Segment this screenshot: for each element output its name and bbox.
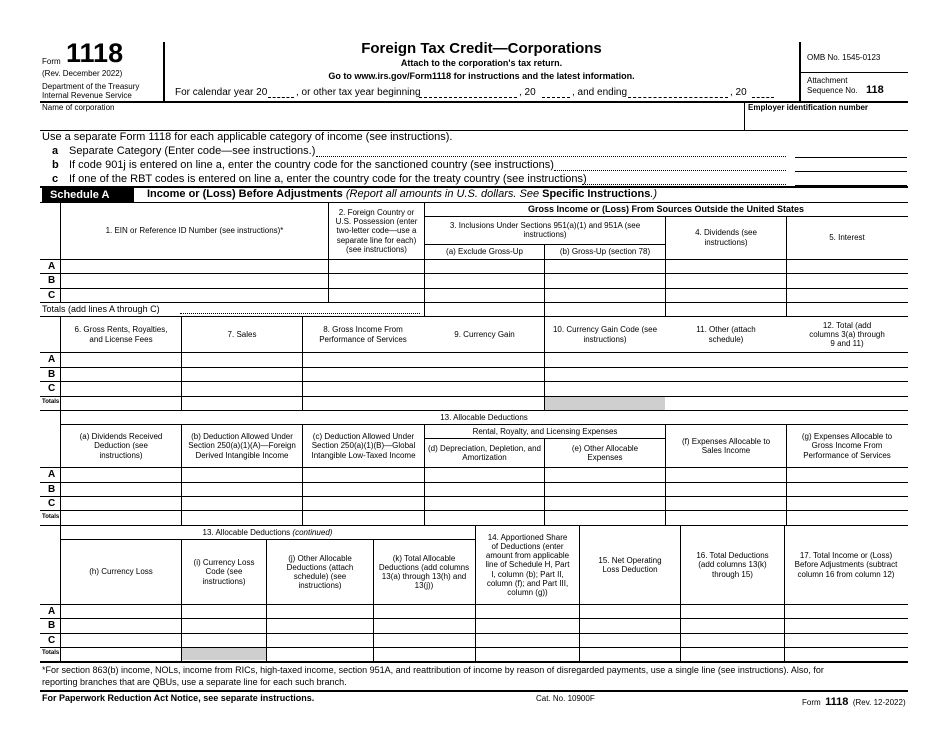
entry-cell[interactable]: [681, 605, 784, 618]
entry-cell[interactable]: [182, 634, 266, 647]
corporation-name-label: Name of corporation: [42, 103, 115, 112]
continued-label: (continued): [292, 527, 333, 537]
row-b-label: B: [48, 369, 56, 380]
entry-cell[interactable]: [545, 260, 665, 273]
entry-cell[interactable]: [785, 619, 906, 633]
line-b-field[interactable]: [795, 171, 907, 172]
col-13j-header: (j) Other Allocable Deductions (attach schedule) (see instructions): [286, 553, 354, 591]
col-1-header: 1. EIN or Reference ID Number (see instructions)*: [105, 226, 284, 236]
line-b-label: If code 901j is entered on line a, enter the country code for the sanctioned country (see instructions): [69, 159, 554, 171]
allocable-deductions-continued-header: [61, 526, 474, 539]
begin-year-field[interactable]: [542, 97, 570, 98]
entry-cell[interactable]: [329, 289, 424, 302]
col-13e-header: (e) Other Allocable Expenses: [571, 443, 639, 462]
entry-cell[interactable]: [425, 468, 544, 482]
entry-cell[interactable]: [182, 605, 266, 618]
sequence-label: Sequence No.: [807, 86, 858, 95]
col-13a-header: (a) Dividends Received Deduction (see instructions): [79, 432, 163, 460]
col-13h-header: (h) Currency Loss: [89, 567, 153, 577]
col-16-header: 16. Total Deductions (add columns 13(k) through 15): [696, 551, 769, 579]
entry-cell[interactable]: [303, 368, 424, 381]
entry-cell[interactable]: [666, 382, 786, 396]
footer-form-number: 1118: [825, 696, 849, 708]
attach-instruction: Attach to the corporation's tax return.: [400, 58, 563, 68]
sequence-number: 118: [866, 84, 884, 96]
footer-form-word: Form: [802, 698, 821, 707]
paperwork-notice: For Paperwork Reduction Act Notice, see separate instructions.: [42, 693, 315, 703]
row-c-label: C: [48, 498, 56, 509]
entry-cell[interactable]: [785, 634, 906, 647]
entry-cell[interactable]: [267, 605, 373, 618]
row-b-label: B: [48, 620, 56, 631]
totals-label: Totals: [42, 650, 60, 656]
entry-cell[interactable]: [61, 353, 181, 367]
shaded-cell: [182, 647, 266, 660]
schedule-a-title: [147, 188, 657, 200]
line-a-field[interactable]: [795, 157, 907, 158]
entry-cell[interactable]: [545, 353, 665, 367]
footnote-line-2: reporting branches that are QBUs, use a separate line for each such branch.: [42, 677, 347, 687]
entry-cell[interactable]: [787, 260, 906, 273]
entry-cell[interactable]: [61, 468, 181, 482]
specific-instructions: Specific Instructions: [542, 188, 651, 200]
row-a-label: A: [48, 469, 56, 480]
entry-cell[interactable]: [666, 274, 786, 288]
entry-cell[interactable]: [545, 274, 665, 288]
col-13f-header: (f) Expenses Allocable to Sales Income: [681, 436, 771, 455]
col-13k-header: (k) Total Allocable Deductions (add columns 13(a) through 13(h) and 13(j)): [378, 553, 470, 591]
entry-cell[interactable]: [374, 634, 475, 647]
entry-cell[interactable]: [374, 619, 475, 633]
entry-cell[interactable]: [425, 289, 544, 302]
schedule-a-subtitle: (Report all amounts in U.S. dollars. See: [345, 188, 540, 200]
tax-year-begin-field[interactable]: [419, 97, 517, 98]
omb-number: OMB No. 1545-0123: [807, 53, 881, 62]
allocable-deductions-header: 13. Allocable Deductions: [440, 412, 528, 422]
entry-cell[interactable]: [787, 497, 906, 510]
entry-cell[interactable]: [787, 468, 906, 482]
form-word: Form: [42, 57, 61, 66]
entry-cell[interactable]: [61, 497, 181, 510]
col-13g-header: (g) Expenses Allocable to Gross Income From Performance of Services: [801, 432, 893, 460]
col-8-header: 8. Gross Income From Performance of Services: [319, 325, 407, 344]
entry-cell[interactable]: [545, 382, 665, 396]
col-4-header: 4. Dividends (see instructions): [695, 228, 757, 247]
line-c-letter: c: [52, 173, 59, 185]
entry-cell[interactable]: [425, 368, 544, 381]
entry-cell[interactable]: [666, 468, 786, 482]
entry-cell[interactable]: [425, 353, 544, 367]
entry-cell[interactable]: [61, 483, 181, 496]
entry-cell[interactable]: [267, 634, 373, 647]
intro-line: Use a separate Form 1118 for each applicable category of income (see instructions).: [42, 131, 453, 143]
tax-year-beginning-label: , or other tax year beginning: [296, 87, 421, 98]
entry-cell[interactable]: [61, 260, 328, 273]
shaded-cell: [545, 396, 665, 410]
entry-cell[interactable]: [476, 605, 579, 618]
col-9-header: 9. Currency Gain: [454, 329, 515, 339]
entry-cell[interactable]: [681, 634, 784, 647]
entry-cell[interactable]: [61, 382, 181, 396]
row-a-label: A: [48, 606, 56, 617]
ein-field[interactable]: [746, 113, 906, 129]
department: Department of the Treasury: [42, 82, 140, 91]
entry-cell[interactable]: [425, 382, 544, 396]
col-13c-header: (c) Deduction Allowed Under Section 250(a)(1)(B)—Global Intangible Low-Taxed Income: [311, 432, 416, 460]
entry-cell[interactable]: [329, 274, 424, 288]
col-7-header: 7. Sales: [227, 329, 257, 339]
entry-cell[interactable]: [182, 468, 302, 482]
line-c-label: If one of the RBT codes is entered on line a, enter the country code for the treaty country (see instructions): [69, 173, 587, 185]
entry-cell[interactable]: [545, 483, 665, 496]
entry-cell[interactable]: [787, 274, 906, 288]
col-17-header: 17. Total Income or (Loss) Before Adjustments (subtract column 16 from column 12): [794, 551, 898, 579]
entry-cell[interactable]: [545, 497, 665, 510]
entry-cell[interactable]: [267, 619, 373, 633]
entry-cell[interactable]: [182, 382, 302, 396]
entry-cell[interactable]: [666, 483, 786, 496]
entry-cell[interactable]: [182, 483, 302, 496]
entry-cell[interactable]: [61, 619, 181, 633]
entry-cell[interactable]: [182, 619, 266, 633]
form-title: Foreign Tax Credit—Corporations: [361, 40, 602, 57]
col-15-header: 15. Net Operating Loss Deduction: [598, 555, 662, 574]
gross-income-header: Gross Income or (Loss) From Sources Outside the United States: [527, 204, 805, 215]
footnote-line-1: *For section 863(b) income, NOLs, income from RICs, high-taxed income, section 951A, and reattribution of income by reason of disregarded payments, use a single line (see instructions). Also, for: [42, 665, 824, 675]
entry-cell[interactable]: [666, 260, 786, 273]
entry-cell[interactable]: [580, 605, 680, 618]
entry-cell[interactable]: [374, 605, 475, 618]
line-a-label: Separate Category (Enter code—see instructions.): [69, 145, 316, 157]
entry-cell[interactable]: [425, 274, 544, 288]
calendar-year-label: For calendar year 20: [175, 87, 268, 98]
entry-cell[interactable]: [425, 497, 544, 510]
entry-cell[interactable]: [303, 353, 424, 367]
entry-cell[interactable]: [303, 497, 424, 510]
instructions-link[interactable]: Go to www.irs.gov/Form1118 for instructions and the latest information.: [328, 71, 635, 81]
footer-revision: (Rev. 12-2022): [852, 698, 906, 707]
entry-cell[interactable]: [666, 289, 786, 302]
entry-cell[interactable]: [182, 353, 302, 367]
row-c-label: C: [48, 383, 56, 394]
schedule-a-title-text: Income or (Loss) Before Adjustments: [147, 188, 343, 200]
col-10-header: 10. Currency Gain Code (see instructions): [552, 325, 658, 344]
col-14-header: 14. Apportioned Share of Deductions (enter amount from applicable line of Schedule H, Part I, column (b); Part II, column (f); and Part III, column (g)): [485, 532, 570, 597]
corporation-name-field[interactable]: [42, 113, 742, 129]
entry-cell[interactable]: [329, 260, 424, 273]
col-13d-header: (d) Depreciation, Depletion, and Amortization: [428, 443, 541, 462]
entry-cell[interactable]: [787, 483, 906, 496]
entry-cell[interactable]: [785, 605, 906, 618]
col-13i-header: (i) Currency Loss Code (see instructions): [193, 558, 255, 586]
row-a-label: A: [48, 261, 56, 272]
schedule-a-badge: Schedule A: [42, 188, 134, 202]
line-a-letter: a: [52, 145, 59, 157]
end-year-field[interactable]: [752, 97, 774, 98]
entry-cell[interactable]: [476, 619, 579, 633]
rental-expenses-header: Rental, Royalty, and Licensing Expenses: [472, 426, 618, 436]
row-c-label: C: [48, 290, 56, 301]
tax-year-end-field[interactable]: [628, 97, 728, 98]
revision-date: (Rev. December 2022): [42, 69, 123, 78]
entry-cell[interactable]: [61, 368, 181, 381]
catalog-number: Cat. No. 10900F: [536, 694, 595, 703]
attachment-label: Attachment: [807, 76, 848, 85]
irs-label: Internal Revenue Service: [42, 91, 132, 100]
entry-cell[interactable]: [182, 368, 302, 381]
entry-cell[interactable]: [425, 260, 544, 273]
entry-cell[interactable]: [681, 619, 784, 633]
entry-cell[interactable]: [545, 289, 665, 302]
col-3-header: 3. Inclusions Under Sections 951(a)(1) and 951A (see instructions): [449, 220, 641, 239]
entry-cell[interactable]: [61, 289, 328, 302]
totals-label: Totals: [42, 514, 60, 520]
col-5-header: 5. Interest: [829, 232, 865, 242]
entry-cell[interactable]: [182, 497, 302, 510]
entry-cell[interactable]: [580, 619, 680, 633]
entry-cell[interactable]: [787, 353, 906, 367]
ein-label: Employer identification number: [748, 103, 869, 112]
col-2-header: 2. Foreign Country or U.S. Possession (enter two-letter code—use a separate line for each) (see instructions): [335, 208, 418, 254]
allocable-deductions-label: 13. Allocable Deductions: [202, 527, 291, 537]
entry-cell[interactable]: [787, 289, 906, 302]
end-year-prefix: , 20: [730, 87, 747, 98]
col-3a-header: (a) Exclude Gross-Up: [446, 247, 523, 257]
entry-cell[interactable]: [61, 274, 328, 288]
entry-cell[interactable]: [61, 605, 181, 618]
footer-form-id: [802, 692, 906, 710]
entry-cell[interactable]: [580, 634, 680, 647]
col-6-header: 6. Gross Rents, Royalties, and License Fees: [74, 325, 168, 344]
col-12-header: 12. Total (add columns 3(a) through 9 and 11): [809, 320, 885, 349]
row-b-label: B: [48, 275, 56, 286]
entry-cell[interactable]: [303, 483, 424, 496]
line-b-letter: b: [52, 159, 59, 171]
row-b-label: B: [48, 484, 56, 495]
totals-label: Totals: [42, 399, 60, 405]
row-a-label: A: [48, 354, 56, 365]
schedule-a-subtitle-end: .): [650, 188, 658, 200]
entry-cell[interactable]: [787, 382, 906, 396]
begin-year-prefix: , 20: [519, 87, 536, 98]
entry-cell[interactable]: [425, 483, 544, 496]
entry-cell[interactable]: [545, 368, 665, 381]
entry-cell[interactable]: [303, 382, 424, 396]
entry-cell[interactable]: [545, 468, 665, 482]
col-11-header: 11. Other (attach schedule): [696, 325, 756, 344]
entry-cell[interactable]: [666, 353, 786, 367]
totals-label: Totals (add lines A through C): [42, 304, 160, 314]
col-3b-header: (b) Gross-Up (section 78): [559, 247, 651, 257]
calendar-year-field[interactable]: [268, 97, 294, 98]
entry-cell[interactable]: [303, 468, 424, 482]
form-number: 1118: [66, 38, 124, 68]
row-c-label: C: [48, 635, 56, 646]
and-ending-label: , and ending: [572, 87, 628, 98]
entry-cell[interactable]: [476, 634, 579, 647]
col-13b-header: (b) Deduction Allowed Under Section 250(a)(1)(A)—Foreign Derived Intangible Income: [188, 432, 296, 460]
entry-cell[interactable]: [787, 368, 906, 381]
entry-cell[interactable]: [666, 497, 786, 510]
entry-cell[interactable]: [666, 368, 786, 381]
entry-cell[interactable]: [61, 634, 181, 647]
